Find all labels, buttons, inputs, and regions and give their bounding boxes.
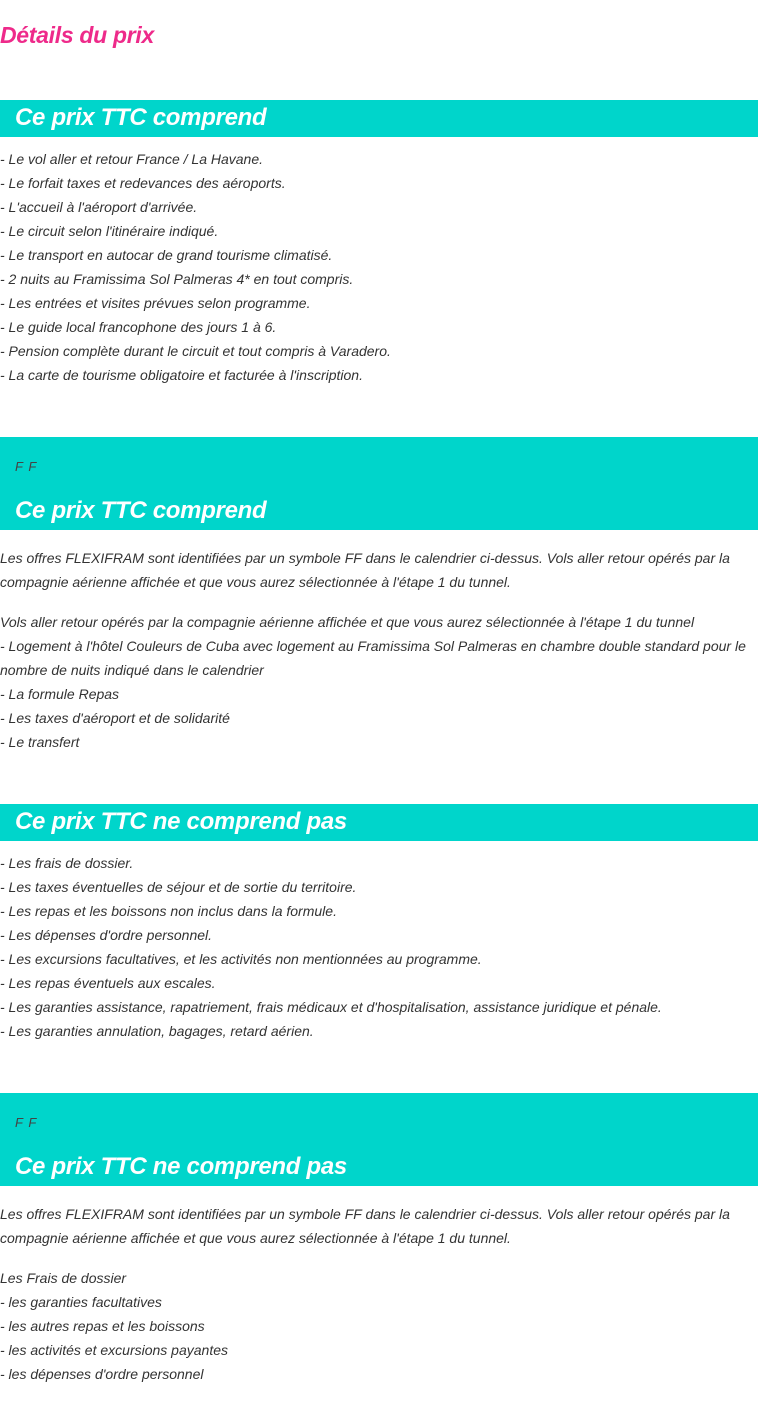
excluded-ff-list	[0, 1266, 758, 1386]
section-header-band	[0, 804, 758, 841]
page-title: Détails du prix	[0, 22, 154, 48]
list-item: - Le forfait taxes et redevances des aéroports.	[0, 175, 286, 191]
list-item: - Les frais de dossier.	[0, 855, 134, 871]
list-item: Les Frais de dossier	[0, 1270, 127, 1286]
list-item: - Les garanties annulation, bagages, retard aérien.	[0, 1023, 314, 1039]
flexifram-intro: Les offres FLEXIFRAM sont identifiées par un symbole FF dans le calendrier ci-dessus. Vols aller retour opérés par la compagnie aérienne affichée et que vous aurez sélectionnée à l'étape 1 du tunnel.	[0, 550, 730, 590]
section-heading: Ce prix TTC ne comprend pas	[15, 1153, 347, 1180]
list-item: Vols aller retour opérés par la compagnie aérienne affichée et que vous aurez sélectionnée à l'étape 1 du tunnel	[0, 614, 695, 630]
section-heading: Ce prix TTC ne comprend pas	[15, 808, 347, 835]
list-item: - les activités et excursions payantes	[0, 1342, 228, 1358]
section-excluded-flexifram	[0, 1093, 758, 1386]
list-item: - Les entrées et visites prévues selon programme.	[0, 295, 311, 311]
list-item: - les autres repas et les boissons	[0, 1318, 205, 1334]
section-header-band	[0, 1093, 758, 1186]
list-item: - Le guide local francophone des jours 1 à 6.	[0, 319, 277, 335]
section-excluded	[0, 804, 758, 1043]
excluded-list	[0, 851, 758, 1043]
list-item: - Les excursions facultatives, et les activités non mentionnées au programme.	[0, 951, 482, 967]
list-item: - Le transport en autocar de grand tourisme climatisé.	[0, 247, 333, 263]
section-header-band	[0, 437, 758, 530]
list-item: - La carte de tourisme obligatoire et facturée à l'inscription.	[0, 367, 363, 383]
section-heading: Ce prix TTC comprend	[15, 497, 267, 524]
list-item: - Les taxes éventuelles de séjour et de sortie du territoire.	[0, 879, 357, 895]
section-header-band	[0, 100, 758, 137]
ff-tag: F F	[15, 1115, 38, 1130]
list-item: - Les garanties assistance, rapatriement, frais médicaux et d'hospitalisation, assistance juridique et pénale.	[0, 999, 662, 1015]
list-item: - Pension complète durant le circuit et tout compris à Varadero.	[0, 343, 391, 359]
list-item: - Le vol aller et retour France / La Havane.	[0, 151, 264, 167]
list-item: - Le transfert	[0, 734, 80, 750]
list-item: - La formule Repas	[0, 686, 120, 702]
list-item: - Les repas éventuels aux escales.	[0, 975, 216, 991]
list-item: - les garanties facultatives	[0, 1294, 162, 1310]
included-list	[0, 147, 758, 387]
section-included-flexifram	[0, 437, 758, 754]
list-item: - les dépenses d'ordre personnel	[0, 1366, 204, 1382]
list-item: - Logement à l'hôtel Couleurs de Cuba avec logement au Framissima Sol Palmeras en chambre double standard pour le nombre de nuits indiqué dans le calendrier	[0, 638, 746, 678]
ff-tag: F F	[15, 459, 38, 474]
list-item: - L'accueil à l'aéroport d'arrivée.	[0, 199, 198, 215]
flexifram-intro: Les offres FLEXIFRAM sont identifiées par un symbole FF dans le calendrier ci-dessus. Vols aller retour opérés par la compagnie aérienne affichée et que vous aurez sélectionnée à l'étape 1 du tunnel.	[0, 1206, 730, 1246]
list-item: - Les taxes d'aéroport et de solidarité	[0, 710, 230, 726]
list-item: - Les repas et les boissons non inclus dans la formule.	[0, 903, 337, 919]
list-item: - 2 nuits au Framissima Sol Palmeras 4* en tout compris.	[0, 271, 354, 287]
included-ff-list	[0, 610, 758, 754]
section-heading: Ce prix TTC comprend	[15, 104, 267, 131]
section-included	[0, 100, 758, 387]
list-item: - Les dépenses d'ordre personnel.	[0, 927, 213, 943]
list-item: - Le circuit selon l'itinéraire indiqué.	[0, 223, 219, 239]
